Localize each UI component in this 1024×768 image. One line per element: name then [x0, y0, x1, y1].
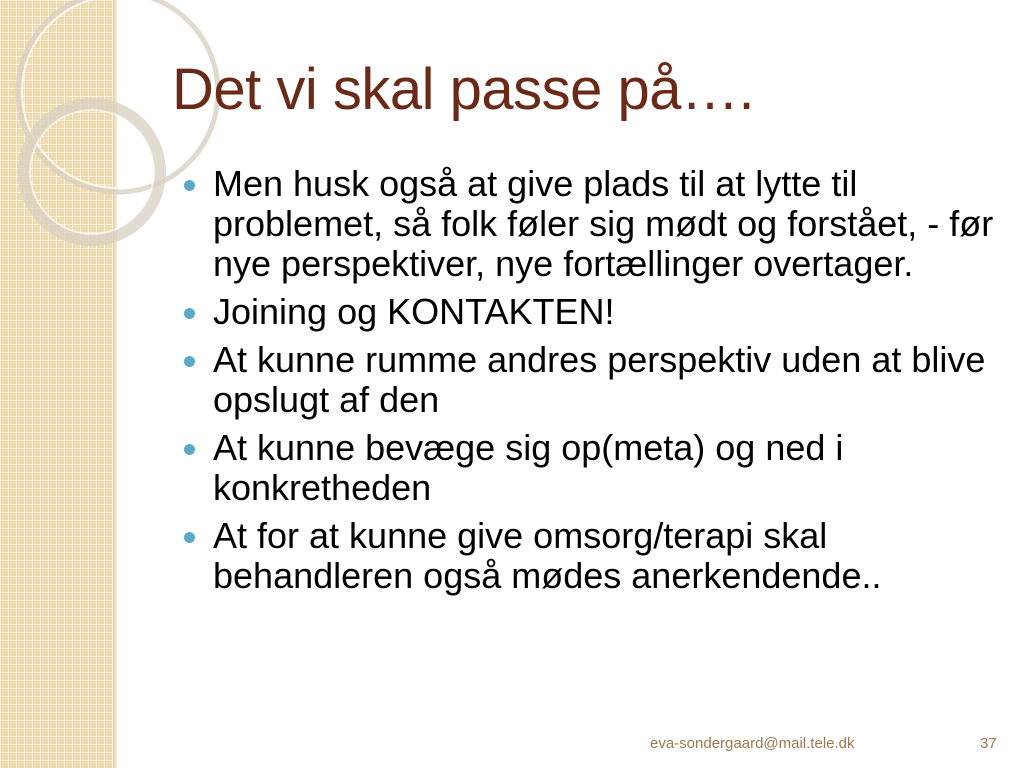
bullet-dot-icon [184, 532, 195, 543]
bullet-dot-icon [184, 356, 195, 367]
bullet-dot-icon [184, 444, 195, 455]
side-panel-edge [113, 0, 117, 768]
bullet-item [180, 164, 995, 284]
bullet-dot-icon [184, 308, 195, 319]
side-panel-pattern [0, 0, 113, 768]
bullet-item [180, 516, 995, 596]
bullet-text: At kunne rumme andres perspektiv uden at blive opslugt af den [213, 339, 986, 420]
page-number: 37 [980, 735, 997, 752]
bullet-item [180, 292, 995, 332]
bullet-text: At for at kunne give omsorg/terapi skal behandleren også mødes anerkendende.. [213, 515, 882, 596]
bullet-text: Men husk også at give plads til at lytte til problemet, så folk føler sig mødt og forstået, - før nye perspektiver, nye fortællinger overtager. [213, 163, 994, 284]
slide-title: Det vi skal passe på…. [172, 57, 755, 122]
bullet-text: At kunne bevæge sig op(meta) og ned i konkretheden [213, 427, 844, 508]
bullet-item [180, 428, 995, 508]
bullet-text: Joining og KONTAKTEN! [213, 291, 615, 332]
bullet-dot-icon [184, 180, 195, 191]
bullet-item [180, 340, 995, 420]
footer-email: eva-sondergaard@mail.tele.dk [650, 735, 855, 752]
bullet-list [180, 164, 995, 604]
